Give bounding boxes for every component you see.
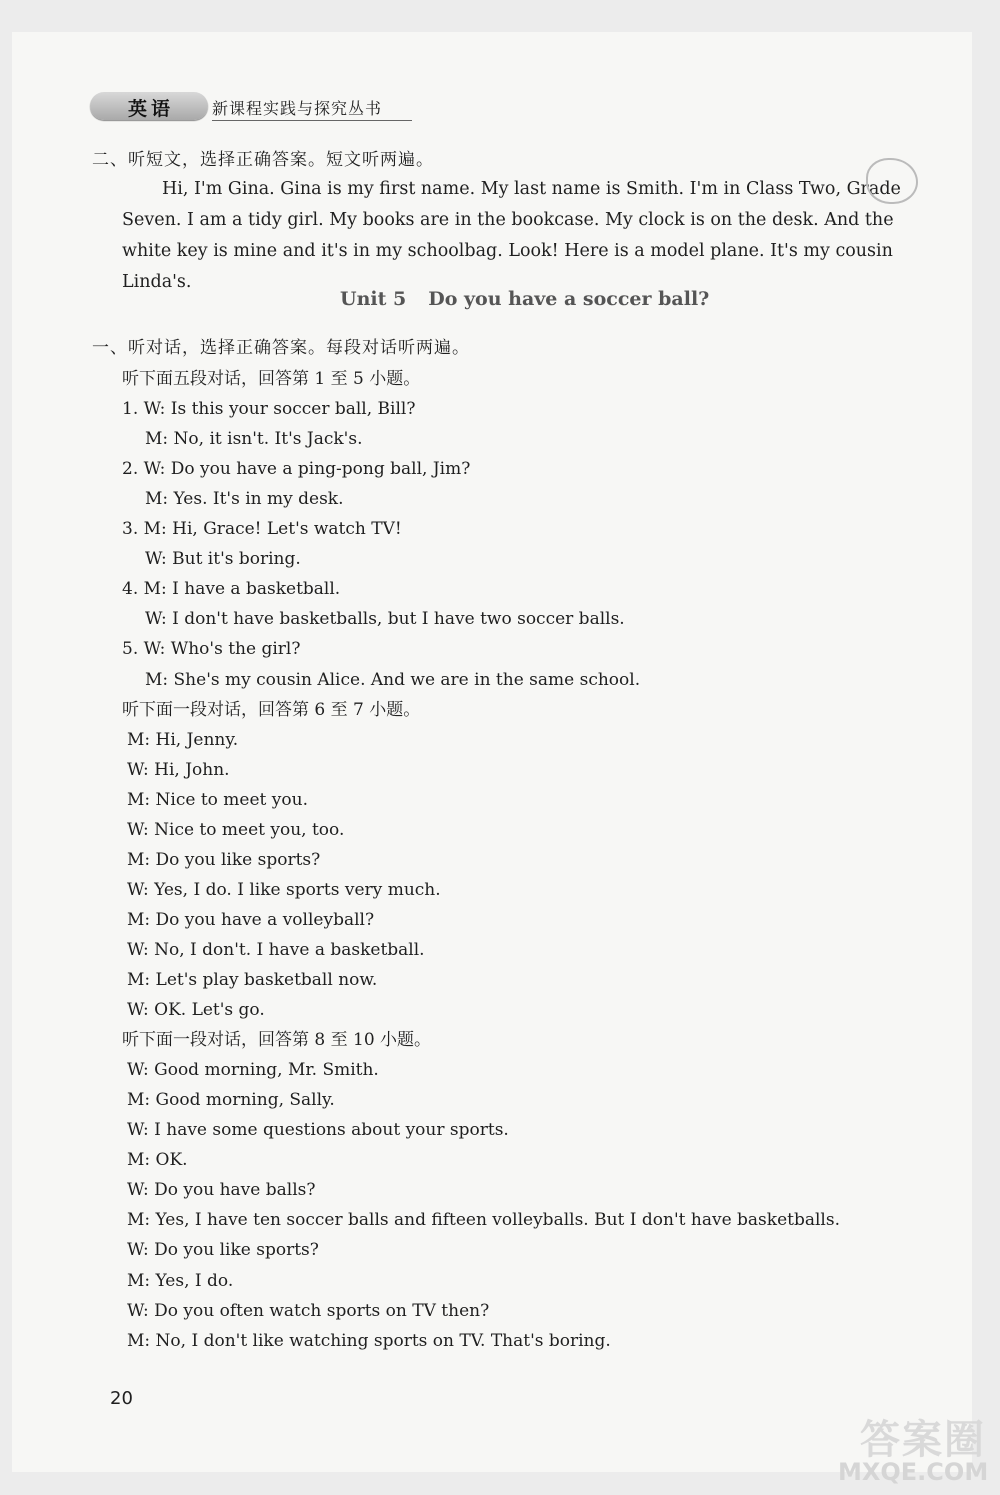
dialogue-line: W: OK. Let's go. (127, 1000, 265, 1020)
dialogue-line: W: Do you often watch sports on TV then? (127, 1301, 490, 1321)
watermark-logo: 答案圈 (860, 1417, 986, 1463)
dialogue-line: W: I don't have basketballs, but I have two soccer balls. (145, 609, 625, 629)
dialogue-line: M: Yes. It's in my desk. (145, 489, 344, 509)
series-title: 新课程实践与探究丛书 (212, 99, 383, 118)
header-underline (212, 120, 412, 121)
mascot-stamp-icon (866, 158, 918, 204)
dialogue-line: W: Yes, I do. I like sports very much. (127, 880, 441, 900)
dialogue-line: M: Hi, Jenny. (127, 730, 239, 750)
dialogue-line: M: Let's play basketball now. (127, 970, 378, 990)
dialogue-line: M: Nice to meet you. (127, 790, 308, 810)
dialogue-line: 2. W: Do you have a ping-pong ball, Jim? (122, 459, 471, 479)
section-2-passage: Hi, I'm Gina. Gina is my first name. My last name is Smith. I'm in Class Two, Grade Seven. I am a tidy girl. My books are in the bookcase. My clock is on the desk. And the white key is mine and it's in my schoolbag. Look! Here is a model plane. It's my cousin Linda's. (122, 179, 901, 292)
section-1-heading: 一、听对话，选择正确答案。每段对话听两遍。 (92, 338, 470, 358)
dialogue-line: W: I have some questions about your sports. (127, 1120, 509, 1140)
dialogue-line: M: OK. (127, 1150, 188, 1170)
unit-title-text: Do you have a soccer ball? (428, 288, 710, 310)
dialogue-line: W: But it's boring. (145, 549, 301, 569)
dialogue-line: M: No, I don't like watching sports on TV. That's boring. (127, 1331, 611, 1351)
dialogue-line: M: No, it isn't. It's Jack's. (145, 429, 363, 449)
dialogue-line: M: Good morning, Sally. (127, 1090, 335, 1110)
dialogue-line: W: Good morning, Mr. Smith. (127, 1060, 379, 1080)
subject-label: 英语 (128, 98, 175, 120)
dialogue-line: M: Do you like sports? (127, 850, 321, 870)
dialogue-line: 听下面一段对话，回答第 6 至 7 小题。 (122, 700, 421, 720)
dialogue-line: M: Yes, I have ten soccer balls and fifteen volleyballs. But I don't have basketballs. (127, 1210, 840, 1230)
dialogue-line: W: No, I don't. I have a basketball. (127, 940, 425, 960)
unit-heading (340, 288, 709, 310)
dialogue-line: M: Yes, I do. (127, 1271, 234, 1291)
dialogue-line: W: Do you like sports? (127, 1240, 319, 1260)
page-number: 20 (110, 1388, 133, 1409)
dialogue-line: 5. W: Who's the girl? (122, 639, 301, 659)
dialogue-line: 4. M: I have a basketball. (122, 579, 341, 599)
dialogue-line: M: Do you have a volleyball? (127, 910, 375, 930)
dialogue-line: 听下面一段对话，回答第 8 至 10 小题。 (122, 1030, 432, 1050)
watermark-url: MXQE.COM (838, 1458, 989, 1486)
dialogue-line: W: Nice to meet you, too. (127, 820, 345, 840)
dialogue-line: 听下面五段对话，回答第 1 至 5 小题。 (122, 369, 421, 389)
unit-label: Unit 5 (340, 288, 407, 310)
dialogue-line: W: Hi, John. (127, 760, 230, 780)
dialogue-line: W: Do you have balls? (127, 1180, 316, 1200)
dialogue-line: 1. W: Is this your soccer ball, Bill? (122, 399, 416, 419)
dialogue-line: M: She's my cousin Alice. And we are in the same school. (145, 670, 641, 690)
section-2-heading: 二、听短文，选择正确答案。短文听两遍。 (92, 150, 434, 170)
dialogue-line: 3. M: Hi, Grace! Let's watch TV! (122, 519, 402, 539)
